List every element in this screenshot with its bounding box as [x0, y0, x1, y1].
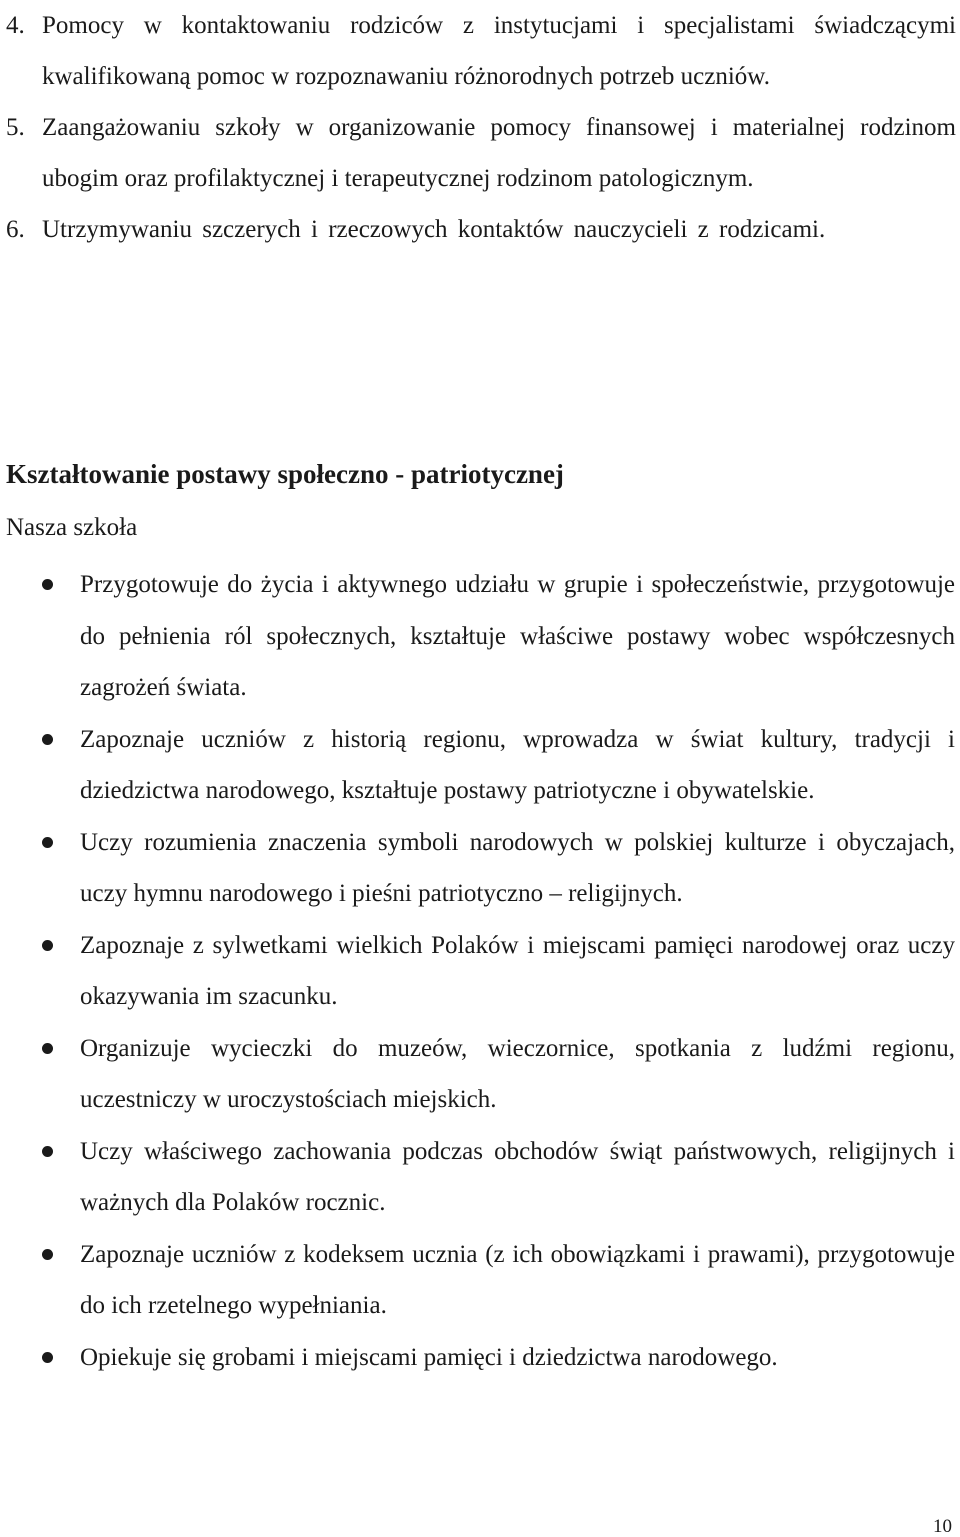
bullet-text: Uczy właściwego zachowania podczas obchodów świąt państwowych, religijnych i ważnych dla Polaków rocznic. [80, 1137, 955, 1216]
numbered-list [6, 0, 956, 255]
bullet-item [80, 559, 955, 714]
bullet-icon [42, 1146, 53, 1157]
item-text: Zaangażowaniu szkoły w organizowanie pomocy finansowej i materialnej rodzinom ubogim oraz profilaktycznej i terapeutycznej rodzinom patologicznym. [42, 114, 956, 192]
bullet-item [80, 920, 955, 1023]
bullet-icon [42, 940, 53, 951]
section-heading: Kształtowanie postawy społeczno - patriotycznej [6, 459, 564, 489]
numbered-item [6, 0, 956, 102]
bullet-icon [42, 734, 53, 745]
section-subheading: Nasza szkoła [6, 514, 138, 541]
item-number: 4. [6, 12, 25, 39]
bullet-item [80, 1229, 955, 1332]
bullet-icon [42, 1043, 53, 1054]
item-number: 5. [6, 114, 25, 141]
bullet-item [80, 714, 955, 817]
bullet-icon [42, 1249, 53, 1260]
bullet-item [80, 1023, 955, 1126]
bullet-text: Zapoznaje z sylwetkami wielkich Polaków i miejscami pamięci narodowej oraz uczy okazywania im szacunku. [80, 931, 955, 1010]
bullet-text: Organizuje wycieczki do muzeów, wieczornice, spotkania z ludźmi regionu, uczestniczy w uroczystościach miejskich. [80, 1034, 955, 1113]
bullet-list [80, 559, 955, 1383]
item-text: Utrzymywaniu szczerych i rzeczowych kontaktów nauczycieli z rodzicami. [42, 216, 826, 243]
item-text: Pomocy w kontaktowaniu rodziców z instytucjami i specjalistami świadczącymi kwalifikowaną pomoc w rozpoznawaniu różnorodnych potrzeb uczniów. [42, 12, 956, 90]
bullet-text: Zapoznaje uczniów z historią regionu, wprowadza w świat kultury, tradycji i dziedzictwa narodowego, kształtuje postawy patriotyczne i obywatelskie. [80, 725, 955, 804]
bullet-icon [42, 579, 53, 590]
bullet-item [80, 1332, 955, 1384]
numbered-item [6, 204, 956, 255]
bullet-text: Uczy rozumienia znaczenia symboli narodowych w polskiej kulturze i obyczajach, uczy hymnu narodowego i pieśni patriotyczno – religijnych. [80, 828, 955, 907]
item-number: 6. [6, 216, 25, 243]
bullet-text: Zapoznaje uczniów z kodeksem ucznia (z ich obowiązkami i prawami), przygotowuje do ich rzetelnego wypełniania. [80, 1240, 955, 1319]
bullet-item [80, 1126, 955, 1229]
bullet-icon [42, 1352, 53, 1363]
page-number: 10 [933, 1516, 952, 1537]
bullet-text: Przygotowuje do życia i aktywnego udziału w grupie i społeczeństwie, przygotowuje do pełnienia ról społecznych, kształtuje właściwe postawy wobec współczesnych zagrożeń świata. [80, 571, 955, 701]
numbered-item [6, 102, 956, 204]
bullet-item [80, 817, 955, 920]
bullet-text: Opiekuje się grobami i miejscami pamięci i dziedzictwa narodowego. [80, 1343, 778, 1371]
bullet-icon [42, 837, 53, 848]
